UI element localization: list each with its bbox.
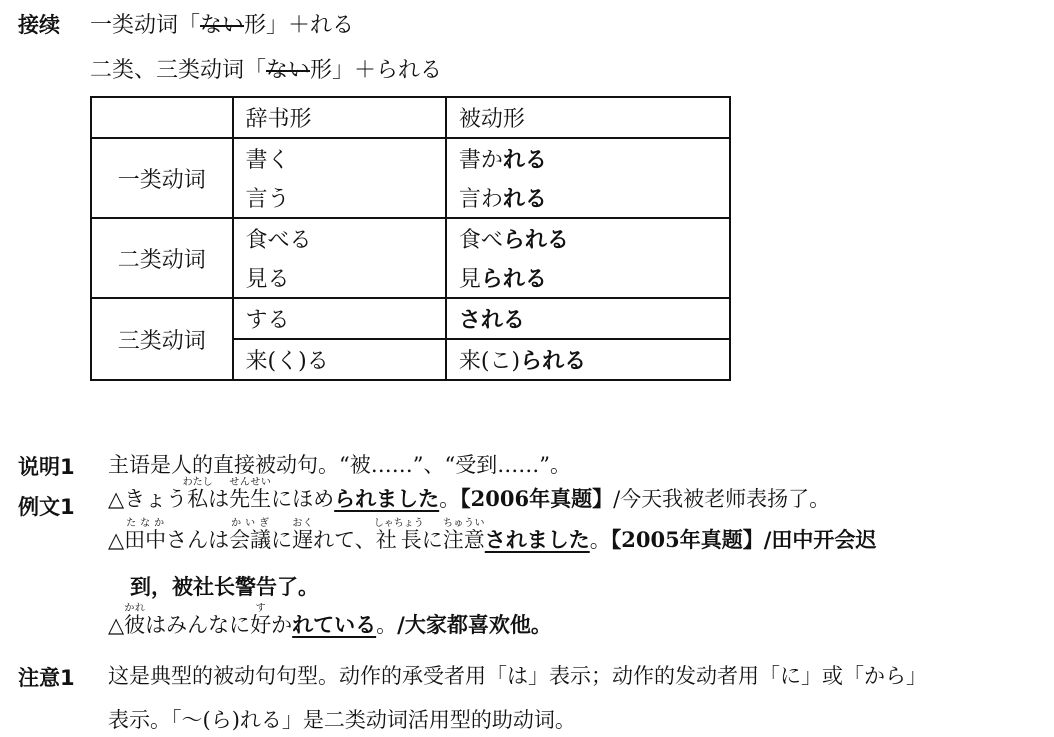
connection-line-1: [90, 8, 354, 39]
passive-form-cell: [446, 339, 730, 380]
dict-form-cell: 来(く)る: [233, 339, 446, 380]
furigana-word: [124, 603, 146, 637]
exam-source: 【2005年真题】: [610, 527, 764, 552]
table-header-row: [91, 97, 730, 138]
text-span: にほめ: [271, 487, 335, 511]
kanji: 注意: [442, 528, 485, 552]
passive-form-cell: [446, 138, 730, 178]
underlined-passive: されました: [484, 528, 590, 552]
furigana-word: [373, 518, 424, 552]
passive-stem: 来(こ): [458, 349, 521, 374]
text-span: 。: [439, 487, 461, 511]
verb-group-label: 一类动词: [91, 138, 233, 218]
underlined-passive: れている: [292, 613, 377, 637]
kanji: 田中: [124, 528, 167, 552]
furigana: おく: [292, 518, 314, 529]
furigana-word: [442, 518, 485, 552]
furigana-word: [292, 518, 314, 552]
furigana-word: [229, 518, 272, 552]
exam-source: 【2006年真题】: [460, 486, 614, 511]
kanji: 私: [182, 487, 213, 511]
passive-ending: られる: [502, 228, 569, 253]
text-span: さんは: [166, 528, 230, 552]
passive-form-cell: [446, 178, 730, 218]
triangle-bullet: △: [108, 528, 125, 552]
explanation-label: 说明1: [18, 455, 75, 479]
dict-form-cell: 言う: [233, 178, 446, 218]
text-span: は: [208, 487, 230, 511]
kanji: 先生: [229, 487, 272, 511]
furigana-word: [182, 477, 213, 511]
text-span: はみんなに: [145, 613, 251, 637]
furigana: かれ: [124, 603, 146, 614]
text-span: きょう: [124, 487, 188, 511]
note-line-2: 表示。「～(ら)れる」是二类动词活用型的助动词。: [108, 708, 576, 732]
connection-line2-strike: ない: [266, 58, 311, 83]
table-header-cell: [91, 97, 233, 138]
furigana-word: [229, 477, 272, 511]
passive-stem: 食べ: [458, 228, 503, 253]
explanation-text: 主语是人的直接被动句。“被……”、“受到……”。: [108, 453, 571, 477]
passive-ending: られる: [480, 267, 547, 292]
table-row: [91, 138, 730, 178]
furigana: す: [250, 603, 272, 614]
dict-form-cell: 食べる: [233, 218, 446, 258]
kanji: 好: [250, 613, 272, 637]
text-span: か: [271, 613, 293, 637]
furigana: かいぎ: [229, 518, 272, 529]
passive-stem: 見: [458, 267, 481, 292]
passive-stem: 書か: [458, 148, 503, 173]
text-span: 。: [589, 528, 611, 552]
text-span: に: [271, 528, 293, 552]
text-span: に: [421, 528, 443, 552]
example-sentence-2: [108, 518, 876, 558]
passive-ending: される: [458, 308, 525, 333]
table-row: [91, 218, 730, 258]
triangle-bullet: △: [108, 487, 125, 511]
triangle-bullet: △: [108, 613, 125, 637]
table-header-cell: 辞书形: [233, 97, 446, 138]
connection-line2-suffix: 形」＋られる: [310, 58, 443, 83]
passive-form-cell: [446, 298, 730, 339]
connection-label: 接续: [18, 13, 60, 37]
note-label: 注意1: [18, 666, 75, 690]
passive-form-cell: [446, 258, 730, 298]
kanji: 彼: [124, 613, 146, 637]
dict-form-cell: 書く: [233, 138, 446, 178]
examples-label: 例文1: [18, 495, 75, 519]
furigana-word: [250, 603, 272, 637]
furigana-word: [124, 518, 167, 552]
connection-line1-prefix: 一类动词「: [90, 13, 201, 38]
passive-form-cell: [446, 218, 730, 258]
text-span: れて、: [313, 528, 376, 552]
connection-line-2: [90, 53, 442, 84]
passive-ending: れる: [502, 187, 547, 212]
note-line-1: 这是典型的被动句句型。动作的承受者用「は」表示；动作的发动者用「に」或「から」: [108, 664, 927, 688]
passive-ending: られる: [520, 349, 587, 374]
dict-form-cell: 見る: [233, 258, 446, 298]
furigana: たなか: [124, 518, 167, 529]
verb-group-label: 三类动词: [91, 298, 233, 380]
passive-ending: れる: [502, 148, 547, 173]
translation: /今天我被老师表扬了。: [613, 487, 831, 511]
connection-line2-prefix: 二类、三类动词「: [90, 58, 267, 83]
connection-line1-strike: ない: [200, 13, 245, 38]
connection-line1-suffix: 形」＋れる: [244, 13, 355, 38]
example-sentence-3: [108, 603, 552, 643]
translation: /大家都喜欢他。: [397, 612, 552, 637]
furigana: せんせい: [229, 477, 272, 488]
text-span: 。: [376, 613, 398, 637]
table-row: [91, 298, 730, 339]
kanji: 遅: [292, 528, 314, 552]
verb-group-label: 二类动词: [91, 218, 233, 298]
example-2-translation-cont: 到，被社长警告了。: [130, 574, 319, 599]
translation: /田中开会迟: [763, 527, 877, 552]
underlined-passive: られました: [334, 487, 440, 511]
passive-stem: 言わ: [458, 187, 503, 212]
conjugation-table: [90, 96, 731, 381]
example-sentence-1: [108, 477, 830, 517]
table-header-cell: 被动形: [446, 97, 730, 138]
furigana: しゃちょう: [373, 518, 424, 529]
dict-form-cell: する: [233, 298, 446, 339]
furigana: ちゅうい: [442, 518, 485, 529]
kanji: 社長: [373, 528, 424, 552]
furigana: わたし: [182, 477, 213, 488]
kanji: 会議: [229, 528, 272, 552]
